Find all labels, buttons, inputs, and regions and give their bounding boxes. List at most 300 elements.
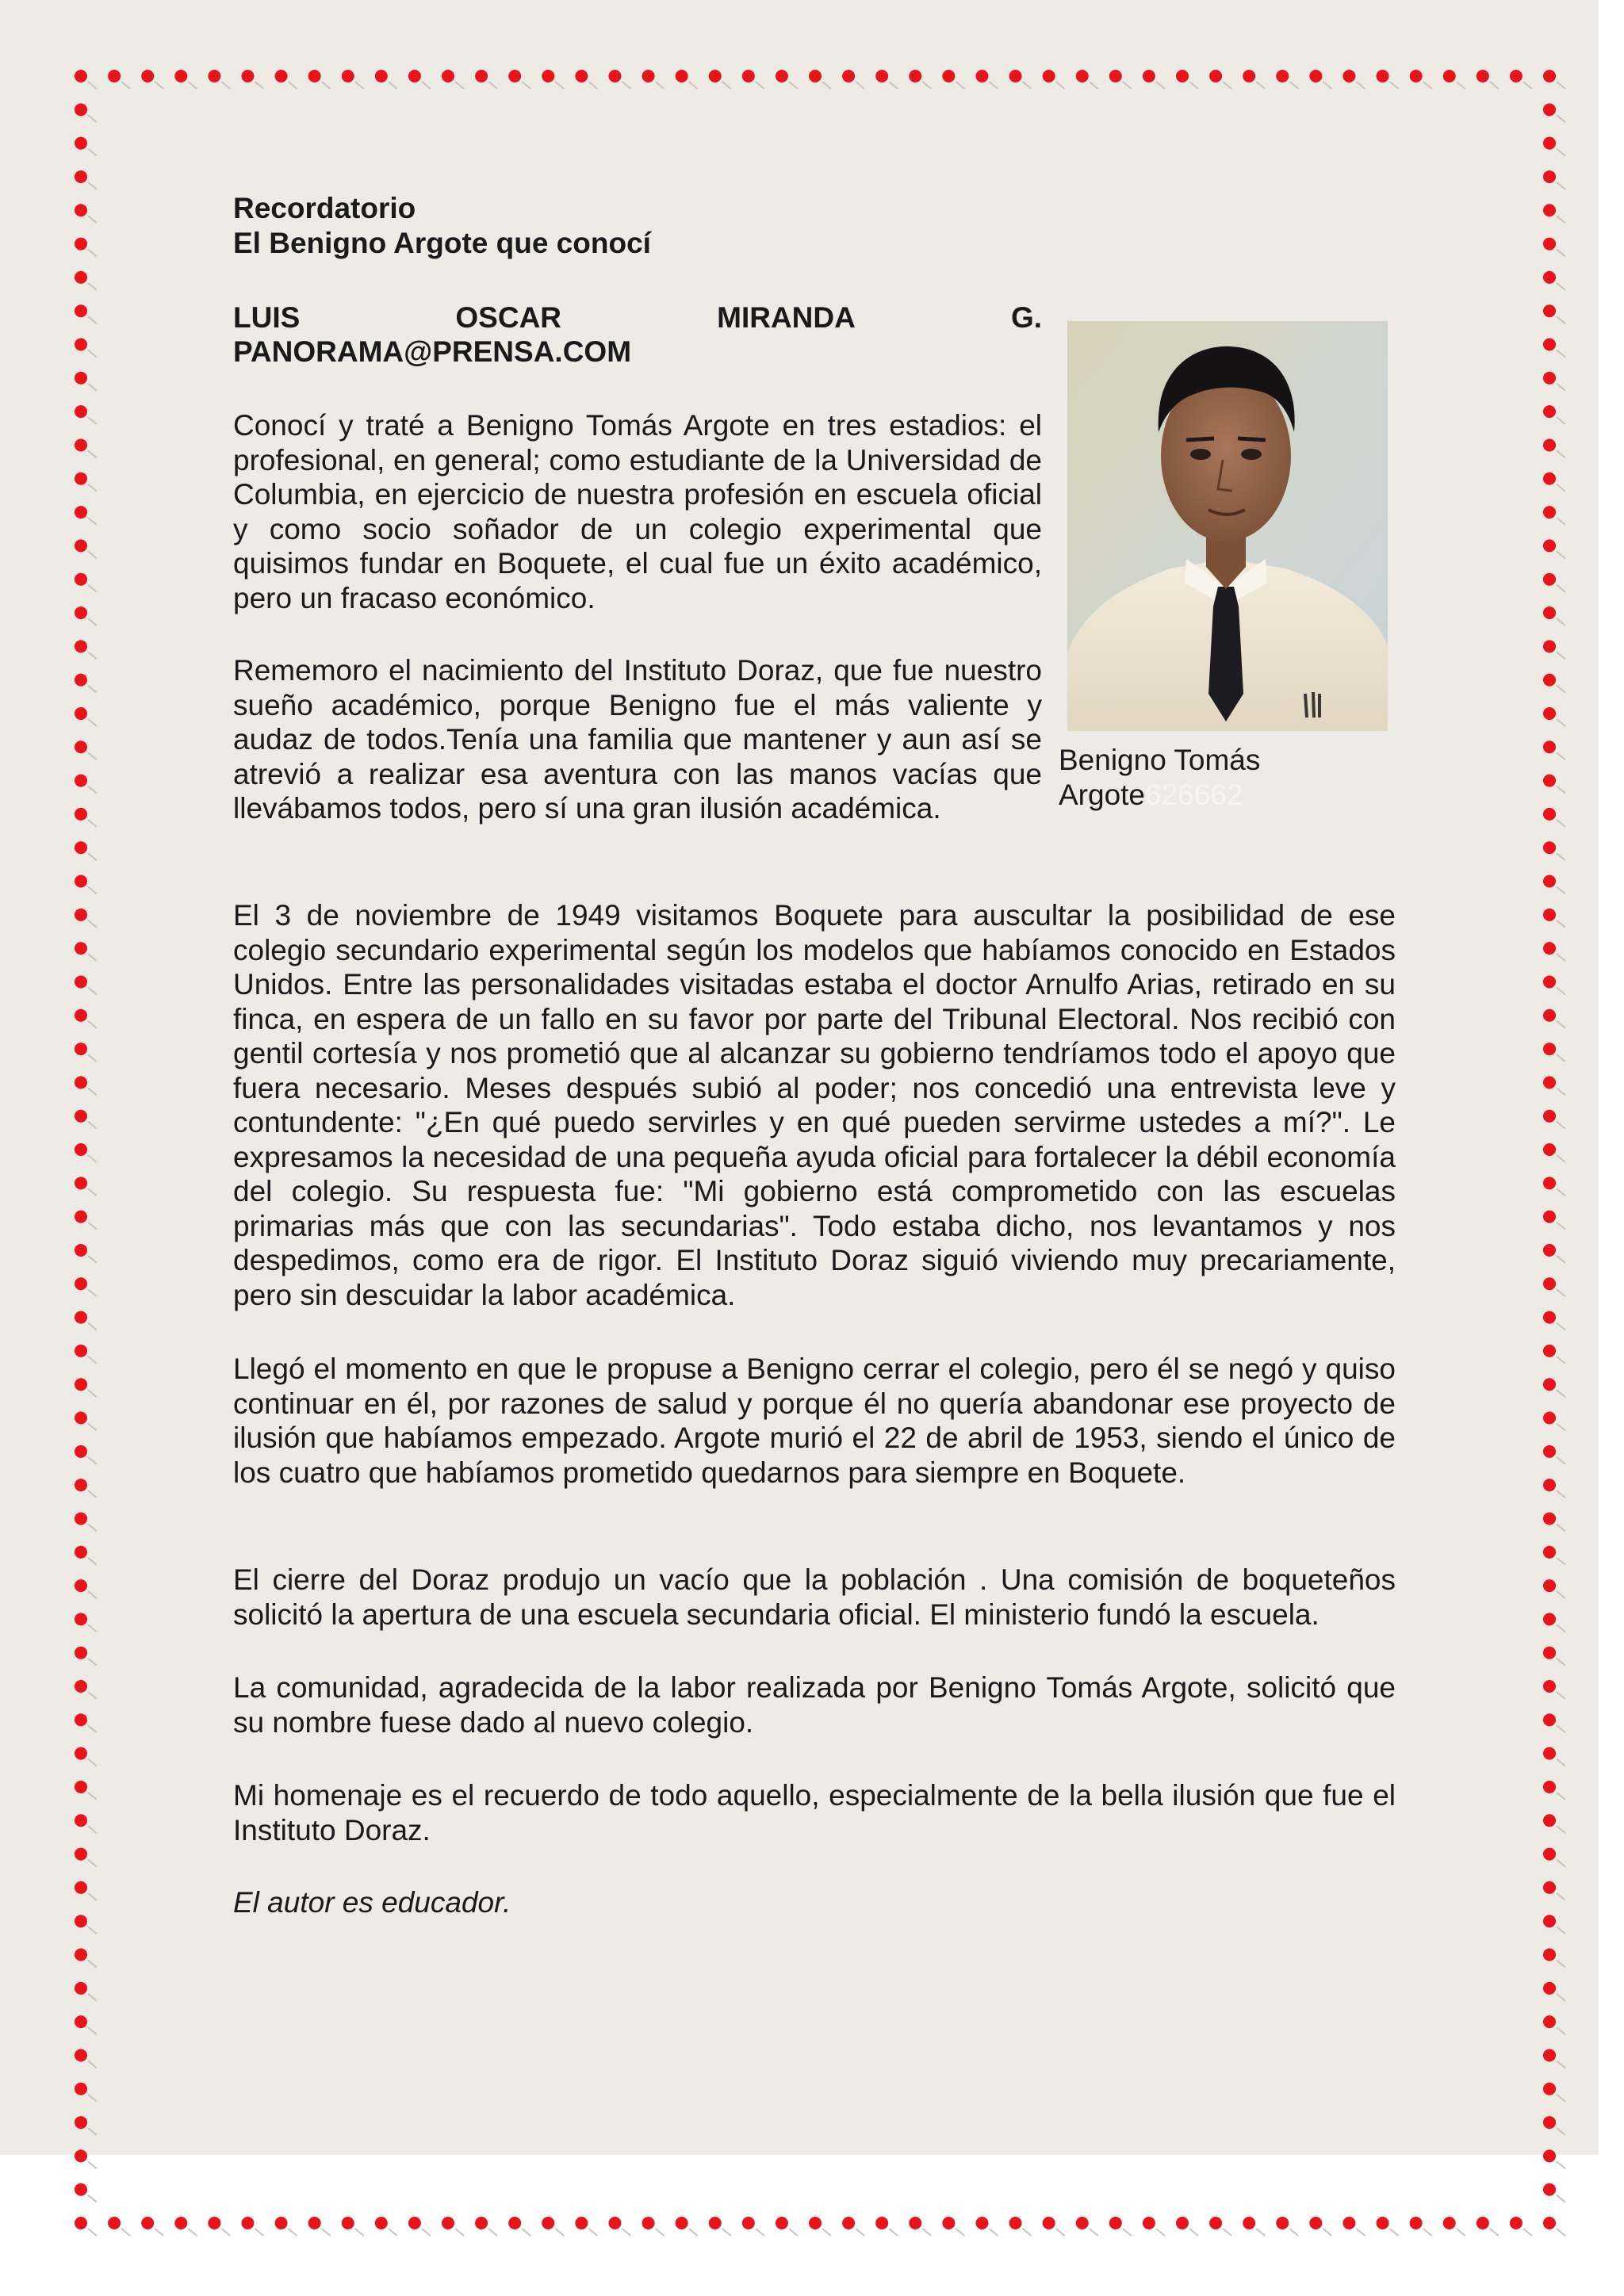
border-dot-tail: [989, 2229, 998, 2236]
border-dot: [1543, 473, 1556, 485]
border-dot-tail: [1557, 853, 1565, 860]
border-dot-tail: [1557, 1826, 1565, 1833]
border-dot: [1410, 2217, 1423, 2229]
border-dot-tail: [88, 1725, 97, 1732]
border-dot: [75, 1915, 87, 1927]
border-dot-tail: [88, 820, 97, 827]
border-dot: [909, 70, 921, 82]
border-dot: [1477, 70, 1489, 82]
author-note: El autor es educador.: [233, 1886, 511, 1919]
border-dot: [1543, 2217, 1556, 2229]
border-dot-tail: [355, 2229, 364, 2236]
border-dot-tail: [1557, 820, 1565, 827]
border-dot: [174, 70, 187, 82]
border-dot-tail: [1557, 1122, 1565, 1129]
border-dot-tail: [1557, 1558, 1565, 1565]
paragraph: El cierre del Doraz produjo un vacío que la población . Una comisión de boqueteños solicitó la apertura de una escuela secundaria oficial. El ministerio fundó la escuela.: [233, 1563, 1396, 1631]
border-dot: [75, 1713, 87, 1726]
border-dot: [909, 2217, 921, 2229]
border-dot: [174, 2217, 187, 2229]
border-dot-tail: [389, 2229, 397, 2236]
border-dot: [141, 2217, 154, 2229]
border-dot-tail: [88, 719, 97, 726]
border-dot-tail: [1557, 1021, 1565, 1028]
border-dot: [642, 2217, 655, 2229]
border-dot-tail: [889, 2229, 898, 2236]
border-dot: [75, 2116, 87, 2129]
border-dot: [75, 405, 87, 418]
border-dot-tail: [1557, 350, 1565, 358]
border-dot: [1543, 70, 1556, 82]
border-dot-tail: [88, 149, 97, 156]
border-dot-tail: [1557, 1357, 1565, 1364]
border-dot: [208, 2217, 220, 2229]
border-dot: [1543, 2149, 1556, 2162]
section-label: Recordatorio: [233, 192, 416, 224]
border-dot: [75, 640, 87, 652]
border-dot: [1176, 2217, 1189, 2229]
border-dot: [342, 2217, 354, 2229]
border-dot-tail: [1557, 1927, 1565, 1934]
byline-word: MIRANDA: [717, 301, 856, 334]
border-dot-tail: [1323, 2229, 1331, 2236]
border-dot-tail: [88, 2195, 97, 2202]
border-dot-tail: [922, 82, 931, 89]
border-dot: [75, 103, 87, 116]
border-dot-tail: [88, 182, 97, 189]
border-dot-tail: [88, 618, 97, 626]
border-dot: [75, 1177, 87, 1189]
border-dot-tail: [689, 82, 698, 89]
paragraph: La comunidad, agradecida de la labor realizada por Benigno Tomás Argote, solicitó que su nombre fuese dado al nuevo colegio.: [233, 1671, 1396, 1739]
border-dot-tail: [1557, 1390, 1565, 1397]
border-dot: [75, 909, 87, 921]
border-dot: [1543, 1277, 1556, 1290]
border-dot: [1543, 1579, 1556, 1592]
border-dot-tail: [1557, 2027, 1565, 2034]
border-dot: [1543, 1110, 1556, 1123]
border-dot-tail: [88, 417, 97, 424]
border-dot: [1543, 1143, 1556, 1156]
border-dot: [75, 1479, 87, 1491]
border-dot-tail: [88, 1591, 97, 1598]
border-dot: [676, 2217, 688, 2229]
border-dot-tail: [88, 1624, 97, 1632]
border-dot-tail: [1557, 1054, 1565, 1062]
border-dot: [75, 875, 87, 888]
border-dot-tail: [1557, 1490, 1565, 1498]
border-dot: [475, 70, 488, 82]
border-dot: [1543, 372, 1556, 385]
border-dot: [1543, 1647, 1556, 1659]
border-dot: [1209, 2217, 1222, 2229]
border-dot: [1243, 2217, 1255, 2229]
border-dot-tail: [856, 82, 864, 89]
border-dot-tail: [956, 82, 964, 89]
border-dot: [875, 2217, 888, 2229]
border-dot-tail: [1557, 1659, 1565, 1666]
border-dot-tail: [1557, 1793, 1565, 1800]
border-dot-tail: [1423, 82, 1432, 89]
border-dot-tail: [88, 1390, 97, 1397]
border-dot: [1543, 238, 1556, 251]
border-dot: [75, 438, 87, 451]
border-dot-tail: [88, 1860, 97, 1867]
border-dot: [75, 1781, 87, 1793]
border-dot-tail: [1557, 417, 1565, 424]
border-dot-tail: [756, 82, 764, 89]
border-dot: [241, 2217, 254, 2229]
border-dot: [75, 2217, 87, 2229]
border-dot: [1543, 1378, 1556, 1391]
border-dot-tail: [1356, 82, 1365, 89]
border-dot: [1543, 1949, 1556, 1961]
border-dot: [375, 2217, 388, 2229]
border-dot: [1543, 438, 1556, 451]
border-dot: [75, 2083, 87, 2095]
border-dot-tail: [88, 1357, 97, 1364]
border-dot-tail: [1189, 2229, 1198, 2236]
border-dot-tail: [1457, 2229, 1465, 2236]
border-dot-tail: [88, 1793, 97, 1800]
border-dot-tail: [88, 2161, 97, 2168]
border-dot-tail: [188, 82, 197, 89]
border-dot: [208, 70, 220, 82]
border-dot: [1543, 271, 1556, 284]
border-dot-tail: [1557, 1088, 1565, 1095]
byline-email: PANORAMA@PRENSA.COM: [233, 335, 632, 368]
border-dot: [1543, 405, 1556, 418]
border-dot-tail: [522, 82, 530, 89]
border-dot-tail: [1557, 1591, 1565, 1598]
border-dot: [1543, 607, 1556, 619]
border-dot-tail: [1557, 719, 1565, 726]
border-dot-tail: [1557, 551, 1565, 558]
border-dot-tail: [255, 2229, 263, 2236]
border-dot-tail: [1156, 82, 1165, 89]
border-dot-tail: [221, 2229, 230, 2236]
border-dot: [1510, 2217, 1522, 2229]
border-dot-tail: [1557, 786, 1565, 794]
border-dot-tail: [88, 853, 97, 860]
border-dot: [75, 70, 87, 82]
border-dot: [108, 2217, 121, 2229]
border-dot: [1543, 204, 1556, 216]
border-dot-tail: [689, 2229, 698, 2236]
border-dot-tail: [555, 2229, 564, 2236]
border-dot-tail: [756, 2229, 764, 2236]
border-dot-tail: [88, 115, 97, 122]
border-dot: [75, 137, 87, 150]
border-dot: [75, 2183, 87, 2196]
border-dot-tail: [88, 887, 97, 894]
border-dot: [75, 841, 87, 854]
border-dot: [1543, 1076, 1556, 1089]
border-dot: [709, 2217, 722, 2229]
border-dot: [1543, 1713, 1556, 1726]
border-dot: [1543, 740, 1556, 753]
border-dot-tail: [1557, 1323, 1565, 1330]
border-dot-tail: [1523, 2229, 1532, 2236]
border-dot-tail: [1090, 2229, 1098, 2236]
border-dot: [1543, 573, 1556, 586]
paragraph: El 3 de noviembre de 1949 visitamos Boquete para auscultar la posibilidad de ese colegio secundario experimental según los modelos que habíamos conocido en Estados Unidos. Entre las personalidades visitadas estaba el doctor Arnulfo Arias, retirado en su finca, en espera de un fallo en su favor por parte del Tribunal Electoral. Nos recibió con gentil cortesía y nos prometió que al alcanzar su gobierno tendríamos todo el apoyo que fuera necesario. Meses después subió al poder; nos concedió una entrevista leve y contundente: "¿En qué puedo servirles y en qué pueden servirme ustedes a mí?". Le expresamos la necesidad de una pequeña ayuda oficial para fortalecer la débil economía del colegio. Su respuesta fue: "Mi gobierno está comprometido con las escuelas primarias más que con las secundarias". Todo estaba dicho, nos levantamos y nos despedimos, como era de rigor. El Instituto Doraz siguió viviendo muy precariamente, pero sin descuidar la labor académica.: [233, 899, 1396, 1311]
border-dot-tail: [88, 250, 97, 257]
border-dot-tail: [88, 652, 97, 659]
border-dot-tail: [88, 1893, 97, 1900]
border-dot: [75, 1009, 87, 1022]
border-dot: [75, 539, 87, 552]
border-dot: [1043, 70, 1055, 82]
border-dot: [75, 473, 87, 485]
border-dot: [75, 1848, 87, 1861]
border-dot: [1543, 875, 1556, 888]
border-dot-tail: [88, 2095, 97, 2102]
paragraph: Conocí y traté a Benigno Tomás Argote en tres estadios: el profesional, en general; como estudiante de la Universidad de Columbia, en ejercicio de nuestra profesión en escuela oficial y como socio soñador de un colegio experimental que quisimos fundar en Boquete, el cual fue un éxito académico, pero un fracaso económico.: [233, 409, 1042, 614]
border-dot: [1543, 975, 1556, 988]
border-dot: [1143, 2217, 1155, 2229]
border-dot-tail: [1557, 1893, 1565, 1900]
border-dot: [1109, 70, 1122, 82]
border-dot: [1543, 707, 1556, 720]
border-dot: [575, 2217, 588, 2229]
border-dot-tail: [88, 1457, 97, 1464]
border-dot-tail: [88, 686, 97, 693]
border-dot-tail: [88, 2061, 97, 2068]
border-dot-tail: [88, 350, 97, 358]
border-dot-tail: [1557, 1860, 1565, 1867]
border-dot-tail: [1390, 82, 1399, 89]
byline-word: LUIS: [233, 301, 301, 334]
border-dot: [275, 70, 288, 82]
border-dot: [1543, 1043, 1556, 1055]
border-dot-tail: [622, 2229, 630, 2236]
border-dot-tail: [355, 82, 364, 89]
border-dot: [776, 2217, 788, 2229]
border-dot: [642, 70, 655, 82]
border-dot-tail: [88, 987, 97, 994]
border-dot-tail: [722, 82, 731, 89]
border-dot: [1543, 1814, 1556, 1827]
border-dot-tail: [588, 2229, 597, 2236]
border-dot: [508, 2217, 521, 2229]
border-dot: [108, 70, 121, 82]
border-dot: [842, 2217, 855, 2229]
border-dot: [1443, 2217, 1456, 2229]
border-dot: [75, 1814, 87, 1827]
border-dot-tail: [1557, 1188, 1565, 1196]
border-dot: [1510, 70, 1522, 82]
border-dot: [75, 942, 87, 955]
border-dot-tail: [88, 1256, 97, 1263]
border-dot-tail: [1557, 518, 1565, 525]
border-dot: [75, 1881, 87, 1894]
border-dot: [1543, 2083, 1556, 2095]
border-dot-tail: [1557, 250, 1565, 257]
border-dot: [1543, 1479, 1556, 1491]
border-dot: [1543, 539, 1556, 552]
border-dot-tail: [1557, 987, 1565, 994]
border-dot: [1543, 2116, 1556, 2129]
byline-word: OSCAR: [455, 301, 562, 334]
border-dot: [1543, 1680, 1556, 1693]
border-dot-tail: [1557, 1524, 1565, 1531]
border-dot-tail: [1490, 82, 1499, 89]
border-dot: [141, 70, 154, 82]
border-dot-tail: [1557, 149, 1565, 156]
border-dot: [1543, 304, 1556, 317]
border-dot-tail: [155, 82, 163, 89]
border-dot: [1543, 1781, 1556, 1793]
border-dot-tail: [989, 82, 998, 89]
border-dot-tail: [88, 2229, 97, 2236]
border-dot-tail: [1557, 887, 1565, 894]
border-dot-tail: [121, 2229, 130, 2236]
border-dot: [1543, 1311, 1556, 1324]
border-dot-tail: [88, 1994, 97, 2001]
border-dot-tail: [88, 484, 97, 492]
border-dot-tail: [88, 1961, 97, 1968]
border-dot: [942, 2217, 955, 2229]
border-dot-tail: [1557, 216, 1565, 223]
border-dot: [809, 70, 822, 82]
border-dot: [1543, 1211, 1556, 1223]
border-dot: [1543, 1848, 1556, 1861]
border-dot-tail: [1557, 182, 1565, 189]
border-dot-tail: [1557, 2161, 1565, 2168]
border-dot-tail: [88, 2027, 97, 2034]
border-dot-tail: [1256, 2229, 1265, 2236]
border-dot-tail: [1557, 2128, 1565, 2135]
border-dot: [1543, 841, 1556, 854]
border-dot: [75, 2049, 87, 2061]
border-dot: [75, 204, 87, 216]
border-dot-tail: [1423, 2229, 1432, 2236]
border-dot-tail: [88, 1558, 97, 1565]
border-dot: [1543, 170, 1556, 183]
photo-caption-id: 626662: [1145, 778, 1243, 811]
border-dot: [1076, 70, 1089, 82]
border-dot-tail: [88, 1223, 97, 1230]
border-dot: [75, 1747, 87, 1760]
border-dot-tail: [1557, 1457, 1565, 1464]
border-dot-tail: [1557, 316, 1565, 323]
border-dot-tail: [322, 2229, 331, 2236]
border-dot: [1043, 2217, 1055, 2229]
border-dot: [75, 573, 87, 586]
border-dot-tail: [289, 82, 297, 89]
border-dot-tail: [1056, 82, 1065, 89]
border-dot-tail: [88, 585, 97, 592]
border-dot-tail: [1557, 954, 1565, 961]
border-dot-tail: [255, 82, 263, 89]
border-dot-tail: [1557, 1624, 1565, 1632]
border-dot: [75, 1613, 87, 1625]
border-dot: [1543, 103, 1556, 116]
border-dot-tail: [1557, 283, 1565, 290]
border-dot: [375, 70, 388, 82]
border-dot: [1377, 2217, 1389, 2229]
border-dot: [75, 2015, 87, 2028]
border-dot-tail: [88, 82, 97, 89]
border-dot-tail: [1557, 585, 1565, 592]
border-dot-tail: [1123, 82, 1132, 89]
border-dot: [1543, 1445, 1556, 1458]
photo-caption-text: Benigno Tomás Argote: [1059, 744, 1261, 811]
border-dot: [1009, 2217, 1022, 2229]
border-dot-tail: [1557, 2061, 1565, 2068]
border-dot: [942, 70, 955, 82]
border-dot: [75, 775, 87, 787]
border-dot-tail: [1557, 1759, 1565, 1766]
border-dot: [608, 70, 621, 82]
border-dot: [75, 1949, 87, 1961]
border-dot: [1543, 1345, 1556, 1357]
border-dot-tail: [88, 1021, 97, 1028]
border-dot: [1276, 70, 1289, 82]
border-dot-tail: [389, 82, 397, 89]
border-dot-tail: [88, 1692, 97, 1699]
border-dot: [1209, 70, 1222, 82]
border-dot-tail: [1023, 2229, 1032, 2236]
border-dot-tail: [1557, 2195, 1565, 2202]
border-dot: [776, 70, 788, 82]
border-dot: [1342, 2217, 1355, 2229]
border-dot: [1309, 2217, 1322, 2229]
border-dot-tail: [121, 82, 130, 89]
border-dot: [75, 1211, 87, 1223]
border-dot-tail: [88, 752, 97, 760]
border-dot: [275, 2217, 288, 2229]
border-dot: [709, 70, 722, 82]
border-dot: [75, 170, 87, 183]
border-dot-tail: [1557, 450, 1565, 457]
border-dot: [1009, 70, 1022, 82]
border-dot: [75, 607, 87, 619]
paragraph: Rememoro el nacimiento del Instituto Doraz, que fue nuestro sueño académico, porque Benigno fue el más valiente y audaz de todos.Tenía una familia que mantener y aun así se atrevió a realizar esa aventura con las manos vacías que llevábamos todos, pero sí una gran ilusión académica.: [233, 654, 1042, 825]
border-dot-tail: [1557, 384, 1565, 391]
border-dot: [1543, 1747, 1556, 1760]
border-dot-tail: [1156, 2229, 1165, 2236]
border-dot: [742, 70, 755, 82]
border-dot-tail: [956, 2229, 964, 2236]
border-dot-tail: [88, 1155, 97, 1162]
border-dot-tail: [88, 2128, 97, 2135]
border-dot: [1477, 2217, 1489, 2229]
border-dot: [508, 70, 521, 82]
border-dot: [75, 740, 87, 753]
border-dot-tail: [822, 2229, 831, 2236]
border-dot-tail: [88, 1289, 97, 1296]
border-dot-tail: [88, 1759, 97, 1766]
border-dot: [1543, 775, 1556, 787]
border-dot-tail: [88, 450, 97, 457]
border-dot-tail: [1289, 82, 1298, 89]
border-dot-tail: [88, 283, 97, 290]
border-dot: [75, 372, 87, 385]
paragraph: Mi homenaje es el recuerdo de todo aquello, especialmente de la bella ilusión que fue el Instituto Doraz.: [233, 1779, 1396, 1846]
border-dot-tail: [88, 1424, 97, 1431]
border-dot: [1543, 1244, 1556, 1257]
border-dot-tail: [155, 2229, 163, 2236]
border-dot: [75, 238, 87, 251]
border-dot: [75, 271, 87, 284]
border-dot-tail: [1557, 1289, 1565, 1296]
border-dot-tail: [1223, 82, 1231, 89]
border-dot: [975, 2217, 988, 2229]
border-dot: [1109, 2217, 1122, 2229]
border-dot: [742, 2217, 755, 2229]
